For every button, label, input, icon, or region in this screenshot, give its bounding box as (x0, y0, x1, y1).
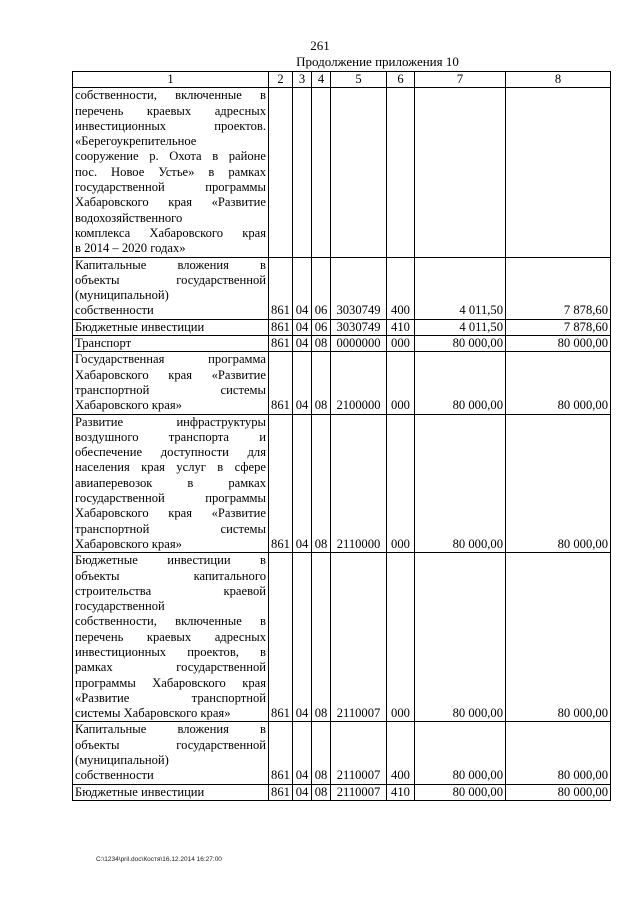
section-code (293, 88, 312, 257)
description-line: (муниципальной) (75, 288, 169, 303)
description-line: транспортной системы (75, 382, 266, 397)
description-line: Хабаровского края» (75, 398, 182, 413)
target-article-code: 0000000 (331, 336, 387, 352)
subsection-code: 06 (312, 319, 331, 335)
ministry-code: 861 (269, 319, 293, 335)
header-cell: 5 (331, 72, 387, 88)
description-line: Бюджетные инвестиции в (75, 553, 266, 568)
target-article-code: 3030749 (331, 319, 387, 335)
expense-type-code: 400 (387, 722, 415, 784)
table-row (73, 553, 611, 722)
ministry-code: 861 (269, 414, 293, 553)
table-row (73, 414, 611, 553)
file-path-footer: C:\1234\pril.doc\Костя\16.12.2014 16:27:00 (96, 856, 222, 863)
subsection-code: 08 (312, 414, 331, 553)
ministry-code (269, 88, 293, 257)
description-line: Капитальные вложения в (75, 257, 266, 272)
amount-col7: 80 000,00 (415, 553, 506, 722)
table-row (73, 88, 611, 257)
subsection-code: 08 (312, 553, 331, 722)
description-line: комплекса Хабаровского края (75, 225, 266, 240)
amount-col8: 7 878,60 (506, 319, 611, 335)
header-cell: 4 (312, 72, 331, 88)
expense-type-code: 000 (387, 414, 415, 553)
section-code: 04 (293, 784, 312, 800)
description-line: системы Хабаровского края» (75, 706, 231, 721)
description-line: транспортной системы (75, 521, 266, 536)
description-line: Хабаровского края» (75, 536, 182, 551)
description-line: Капитальные вложения в (75, 722, 266, 737)
description-line: Бюджетные инвестиции (75, 319, 205, 334)
description-line: государственной программы (75, 491, 266, 506)
description-line: Хабаровского края «Развитие (75, 195, 266, 210)
amount-col8: 7 878,60 (506, 257, 611, 319)
description-line: объекты капитального (75, 568, 266, 583)
expense-type-code: 400 (387, 257, 415, 319)
header-cell: 6 (387, 72, 415, 88)
row-description (73, 553, 269, 722)
amount-col7: 80 000,00 (415, 414, 506, 553)
ministry-code: 861 (269, 784, 293, 800)
target-article-code (331, 88, 387, 257)
header-cell: 2 (269, 72, 293, 88)
amount-col8 (506, 88, 611, 257)
description-line: перечень краевых адресных (75, 629, 266, 644)
amount-col8: 80 000,00 (506, 553, 611, 722)
description-line: строительства краевой (75, 583, 266, 598)
description-line: собственности, включенные в (75, 614, 266, 629)
expense-type-code: 410 (387, 319, 415, 335)
row-description (73, 257, 269, 319)
ministry-code: 861 (269, 257, 293, 319)
table-row (73, 336, 611, 352)
row-description (73, 336, 269, 352)
description-line: воздушного транспорта и (75, 429, 266, 444)
description-line: инвестиционных проектов, в (75, 644, 266, 659)
header-cell: 8 (506, 72, 611, 88)
amount-col7: 80 000,00 (415, 784, 506, 800)
description-line: собственности, включенные в (75, 88, 266, 103)
description-line: авиаперевозок в рамках (75, 475, 266, 490)
amount-col8: 80 000,00 (506, 722, 611, 784)
description-line: программы Хабаровского края (75, 675, 266, 690)
header-cell: 1 (73, 72, 269, 88)
section-code: 04 (293, 553, 312, 722)
ministry-code: 861 (269, 722, 293, 784)
expense-type-code (387, 88, 415, 257)
ministry-code: 861 (269, 352, 293, 414)
amount-col8: 80 000,00 (506, 336, 611, 352)
table-header-row (73, 72, 611, 88)
description-line: Бюджетные инвестиции (75, 784, 205, 799)
description-line: Транспорт (75, 336, 132, 351)
amount-col8: 80 000,00 (506, 414, 611, 553)
description-line: рамках государственной (75, 660, 266, 675)
table-row (73, 319, 611, 335)
description-line: собственности (75, 768, 154, 783)
ministry-code: 861 (269, 553, 293, 722)
section-code: 04 (293, 414, 312, 553)
subsection-code (312, 88, 331, 257)
description-line: государственной (75, 599, 165, 614)
description-line: «Берегоукрепительное (75, 134, 197, 149)
table-row (73, 722, 611, 784)
description-line: (муниципальной) (75, 753, 169, 768)
description-line: водохозяйственного (75, 210, 183, 225)
subsection-code: 08 (312, 336, 331, 352)
section-code: 04 (293, 319, 312, 335)
section-code: 04 (293, 257, 312, 319)
subsection-code: 08 (312, 722, 331, 784)
amount-col8: 80 000,00 (506, 784, 611, 800)
section-code: 04 (293, 722, 312, 784)
description-line: пос. Новое Устье» в рамках (75, 164, 266, 179)
target-article-code: 2110000 (331, 414, 387, 553)
subsection-code: 06 (312, 257, 331, 319)
amount-col7: 80 000,00 (415, 722, 506, 784)
amount-col7: 4 011,50 (415, 319, 506, 335)
description-line: инвестиционных проектов. (75, 118, 266, 133)
ministry-code: 861 (269, 336, 293, 352)
description-line: собственности (75, 303, 154, 318)
section-code: 04 (293, 336, 312, 352)
description-line: в 2014 – 2020 годах» (75, 241, 186, 256)
description-line: обеспечение доступности для (75, 445, 266, 460)
target-article-code: 2110007 (331, 784, 387, 800)
row-description (73, 722, 269, 784)
row-description (73, 319, 269, 335)
section-code: 04 (293, 352, 312, 414)
table-row (73, 352, 611, 414)
header-cell: 7 (415, 72, 506, 88)
amount-col7 (415, 88, 506, 257)
budget-table (72, 71, 611, 801)
description-line: Государственная программа (75, 352, 266, 367)
description-line: перечень краевых адресных (75, 103, 266, 118)
description-line: Хабаровского края «Развитие (75, 367, 266, 382)
expense-type-code: 000 (387, 352, 415, 414)
expense-type-code: 000 (387, 553, 415, 722)
description-line: объекты государственной (75, 737, 266, 752)
subsection-code: 08 (312, 352, 331, 414)
description-line: объекты государственной (75, 272, 266, 287)
target-article-code: 2110007 (331, 553, 387, 722)
table-row (73, 784, 611, 800)
header-cell: 3 (293, 72, 312, 88)
expense-type-code: 410 (387, 784, 415, 800)
row-description (73, 88, 269, 257)
amount-col7: 4 011,50 (415, 257, 506, 319)
description-line: «Развитие транспортной (75, 690, 266, 705)
target-article-code: 2100000 (331, 352, 387, 414)
description-line: Хабаровского края «Развитие (75, 506, 266, 521)
continuation-caption: Продолжение приложения 10 (296, 54, 459, 69)
table-body (73, 72, 611, 801)
expense-type-code: 000 (387, 336, 415, 352)
row-description (73, 784, 269, 800)
description-line: государственной программы (75, 180, 266, 195)
row-description (73, 352, 269, 414)
description-line: населения края услуг в сфере (75, 460, 266, 475)
description-line: Развитие инфраструктуры (75, 414, 266, 429)
table-row (73, 257, 611, 319)
amount-col7: 80 000,00 (415, 336, 506, 352)
amount-col8: 80 000,00 (506, 352, 611, 414)
description-line: сооружение р. Охота в районе (75, 149, 266, 164)
target-article-code: 3030749 (331, 257, 387, 319)
page-number: 261 (310, 38, 330, 53)
amount-col7: 80 000,00 (415, 352, 506, 414)
subsection-code: 08 (312, 784, 331, 800)
target-article-code: 2110007 (331, 722, 387, 784)
row-description (73, 414, 269, 553)
